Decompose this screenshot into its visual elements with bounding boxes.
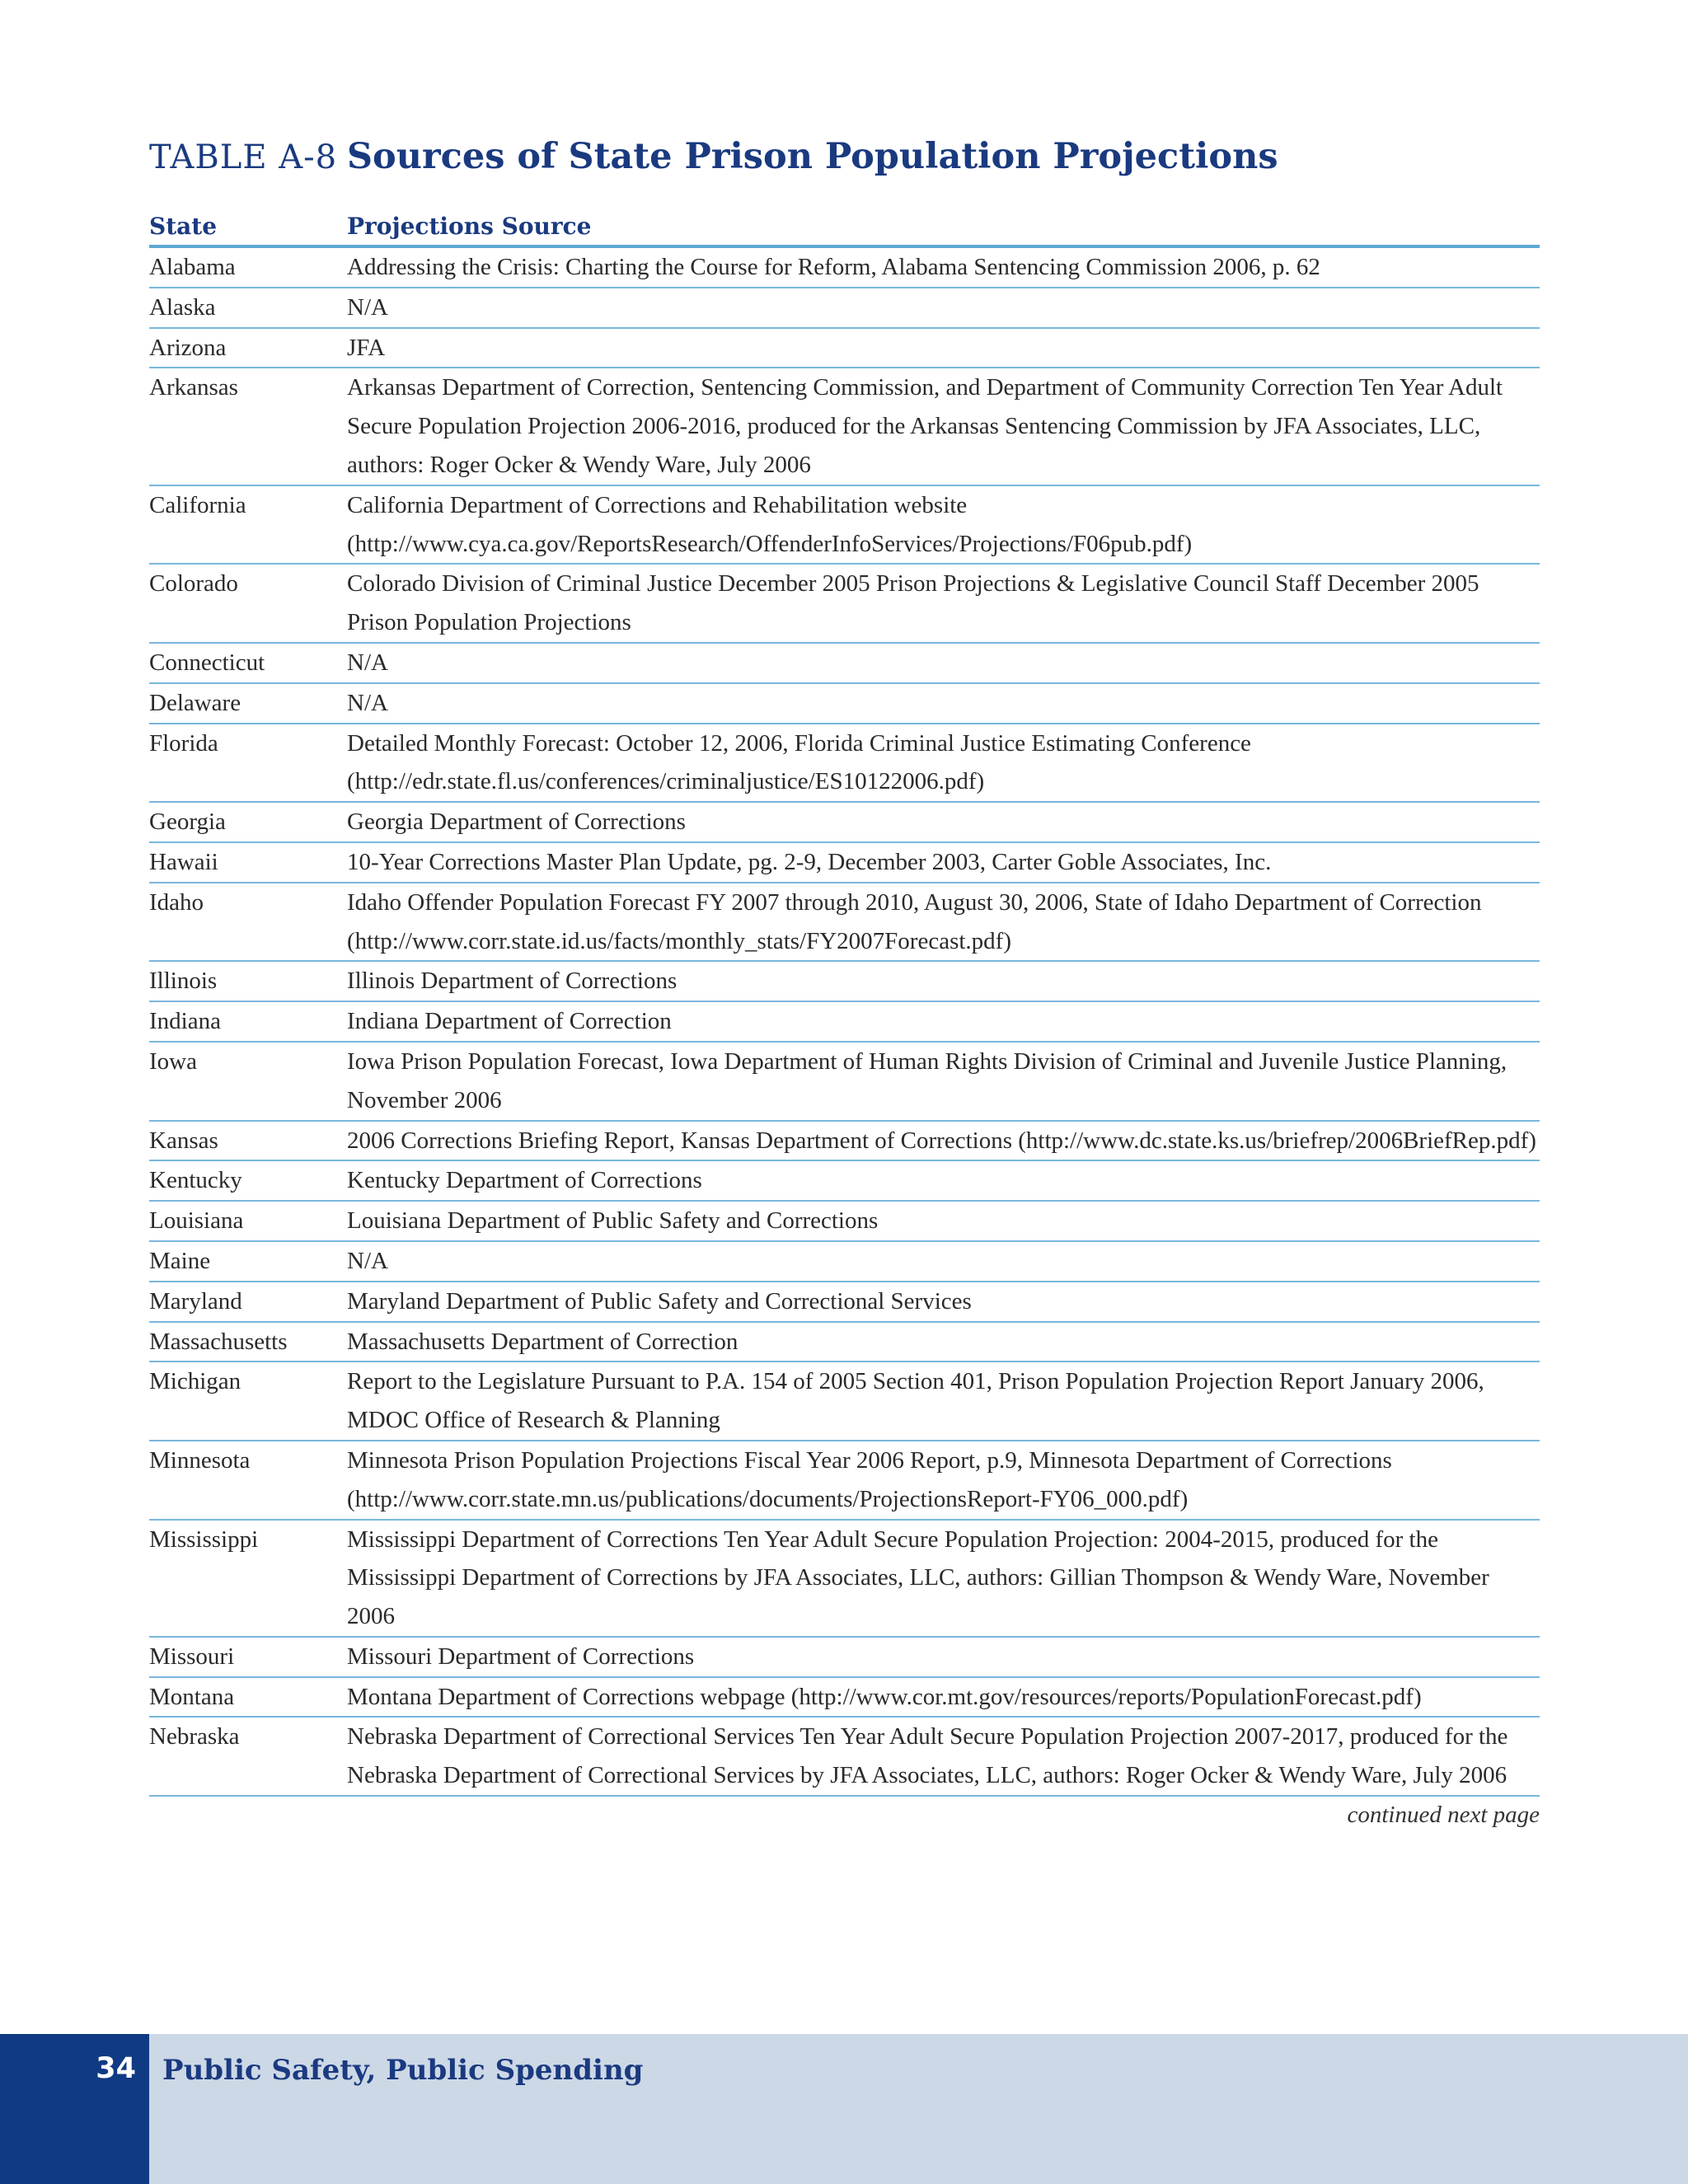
projection-source-cell: Minnesota Prison Population Projections Fiscal Year 2006 Report, p.9, Minnesota Department of Corrections (http://www.corr.state.mn.us/publications/documents/ProjectionsReport-FY06_000.pdf)	[347, 1441, 1540, 1520]
table-row	[149, 683, 1540, 724]
table-row	[149, 842, 1540, 883]
table-row	[149, 1121, 1540, 1161]
header-state: State	[149, 212, 347, 246]
state-cell: Illinois	[149, 961, 347, 1001]
projection-source-cell: Iowa Prison Population Forecast, Iowa Department of Human Rights Division of Criminal and Juvenile Justice Planning, November 2006	[347, 1042, 1540, 1121]
table-row	[149, 1322, 1540, 1362]
page-number: 34	[96, 2052, 136, 2085]
table-body	[149, 246, 1540, 1796]
table-row	[149, 724, 1540, 803]
table-row	[149, 1520, 1540, 1637]
table-row	[149, 246, 1540, 288]
projection-source-cell: 2006 Corrections Briefing Report, Kansas Department of Corrections (http://www.dc.state.ks.us/briefrep/2006BriefRep.pdf)	[347, 1121, 1540, 1161]
projection-source-cell: Illinois Department of Corrections	[347, 961, 1540, 1001]
state-cell: Alaska	[149, 288, 347, 328]
state-cell: Arkansas	[149, 368, 347, 485]
state-cell: Kentucky	[149, 1160, 347, 1201]
table-row	[149, 288, 1540, 328]
projection-source-cell: California Department of Corrections and Rehabilitation website (http://www.cya.ca.gov/ReportsResearch/OffenderInfoServices/Projections/F06pub.pdf)	[347, 485, 1540, 565]
projection-source-cell: Mississippi Department of Corrections Ten Year Adult Secure Population Projection: 2004-2015, produced for the Mississippi Department of Corrections by JFA Associates, LLC, authors: Gillian Thompson & Wendy Ware, November 2006	[347, 1520, 1540, 1637]
projection-source-cell: Addressing the Crisis: Charting the Course for Reform, Alabama Sentencing Commission 2006, p. 62	[347, 246, 1540, 288]
projection-source-cell: Kentucky Department of Corrections	[347, 1160, 1540, 1201]
table-title-text: Sources of State Prison Population Projections	[347, 136, 1278, 177]
projection-source-cell: Idaho Offender Population Forecast FY 2007 through 2010, August 30, 2006, State of Idaho Department of Correction (http://www.corr.state.id.us/facts/monthly_stats/FY2007Forecast.pdf)	[347, 883, 1540, 962]
table-row	[149, 564, 1540, 643]
projections-table	[149, 212, 1540, 1797]
projection-source-cell: Montana Department of Corrections webpage (http://www.cor.mt.gov/resources/reports/PopulationForecast.pdf)	[347, 1677, 1540, 1718]
continued-note: continued next page	[1347, 1802, 1540, 1829]
page-content	[149, 136, 1540, 1829]
state-cell: Louisiana	[149, 1201, 347, 1241]
state-cell: Delaware	[149, 683, 347, 724]
footer	[0, 2034, 1688, 2184]
projection-source-cell: Nebraska Department of Correctional Services Ten Year Adult Secure Population Projection 2007-2017, produced for the Nebraska Department of Correctional Services by JFA Associates, LLC, authors: Roger Ocker & Wendy Ware, July 2006	[347, 1717, 1540, 1796]
projection-source-cell: Indiana Department of Correction	[347, 1001, 1540, 1042]
projection-source-cell: Georgia Department of Corrections	[347, 802, 1540, 842]
table-row	[149, 1160, 1540, 1201]
projection-source-cell: N/A	[347, 683, 1540, 724]
table-row	[149, 1717, 1540, 1796]
state-cell: California	[149, 485, 347, 565]
projection-source-cell: Missouri Department of Corrections	[347, 1637, 1540, 1677]
state-cell: Alabama	[149, 246, 347, 288]
table-row	[149, 368, 1540, 485]
state-cell: Montana	[149, 1677, 347, 1718]
table-title	[149, 136, 1540, 177]
table-row	[149, 328, 1540, 368]
state-cell: Missouri	[149, 1637, 347, 1677]
table-row	[149, 802, 1540, 842]
table-row	[149, 1042, 1540, 1121]
table-row	[149, 1677, 1540, 1718]
state-cell: Indiana	[149, 1001, 347, 1042]
projection-source-cell: N/A	[347, 288, 1540, 328]
table-row	[149, 485, 1540, 565]
table-header-row	[149, 212, 1540, 246]
header-projections-source: Projections Source	[347, 212, 1540, 246]
state-cell: Maryland	[149, 1282, 347, 1322]
state-cell: Nebraska	[149, 1717, 347, 1796]
table-row	[149, 1637, 1540, 1677]
state-cell: Florida	[149, 724, 347, 803]
table-row	[149, 961, 1540, 1001]
page-number-box	[0, 2034, 149, 2184]
state-cell: Minnesota	[149, 1441, 347, 1520]
projection-source-cell: N/A	[347, 643, 1540, 683]
projection-source-cell: Arkansas Department of Correction, Sentencing Commission, and Department of Community Correction Ten Year Adult Secure Population Projection 2006-2016, produced for the Arkansas Sentencing Commission by JFA Associates, LLC, authors: Roger Ocker & Wendy Ware, July 2006	[347, 368, 1540, 485]
projection-source-cell: 10-Year Corrections Master Plan Update, pg. 2-9, December 2003, Carter Goble Associates, Inc.	[347, 842, 1540, 883]
table-row	[149, 1241, 1540, 1282]
state-cell: Iowa	[149, 1042, 347, 1121]
table-row	[149, 1361, 1540, 1441]
state-cell: Georgia	[149, 802, 347, 842]
table-row	[149, 1441, 1540, 1520]
state-cell: Connecticut	[149, 643, 347, 683]
projection-source-cell: N/A	[347, 1241, 1540, 1282]
state-cell: Idaho	[149, 883, 347, 962]
table-row	[149, 883, 1540, 962]
projection-source-cell: Colorado Division of Criminal Justice December 2005 Prison Projections & Legislative Council Staff December 2005 Prison Population Projections	[347, 564, 1540, 643]
state-cell: Hawaii	[149, 842, 347, 883]
table-row	[149, 643, 1540, 683]
footer-title: Public Safety, Public Spending	[162, 2054, 644, 2087]
state-cell: Michigan	[149, 1361, 347, 1441]
projection-source-cell: Massachusetts Department of Correction	[347, 1322, 1540, 1362]
projection-source-cell: Louisiana Department of Public Safety and Corrections	[347, 1201, 1540, 1241]
table-row	[149, 1282, 1540, 1322]
state-cell: Maine	[149, 1241, 347, 1282]
projection-source-cell: Report to the Legislature Pursuant to P.A. 154 of 2005 Section 401, Prison Population Projection Report January 2006, MDOC Office of Research & Planning	[347, 1361, 1540, 1441]
table-row	[149, 1001, 1540, 1042]
state-cell: Kansas	[149, 1121, 347, 1161]
projection-source-cell: JFA	[347, 328, 1540, 368]
state-cell: Colorado	[149, 564, 347, 643]
table-row	[149, 1201, 1540, 1241]
state-cell: Mississippi	[149, 1520, 347, 1637]
state-cell: Massachusetts	[149, 1322, 347, 1362]
state-cell: Arizona	[149, 328, 347, 368]
projection-source-cell: Maryland Department of Public Safety and Correctional Services	[347, 1282, 1540, 1322]
table-number: TABLE A-8	[149, 138, 338, 176]
projection-source-cell: Detailed Monthly Forecast: October 12, 2006, Florida Criminal Justice Estimating Conference (http://edr.state.fl.us/conferences/criminaljustice/ES10122006.pdf)	[347, 724, 1540, 803]
